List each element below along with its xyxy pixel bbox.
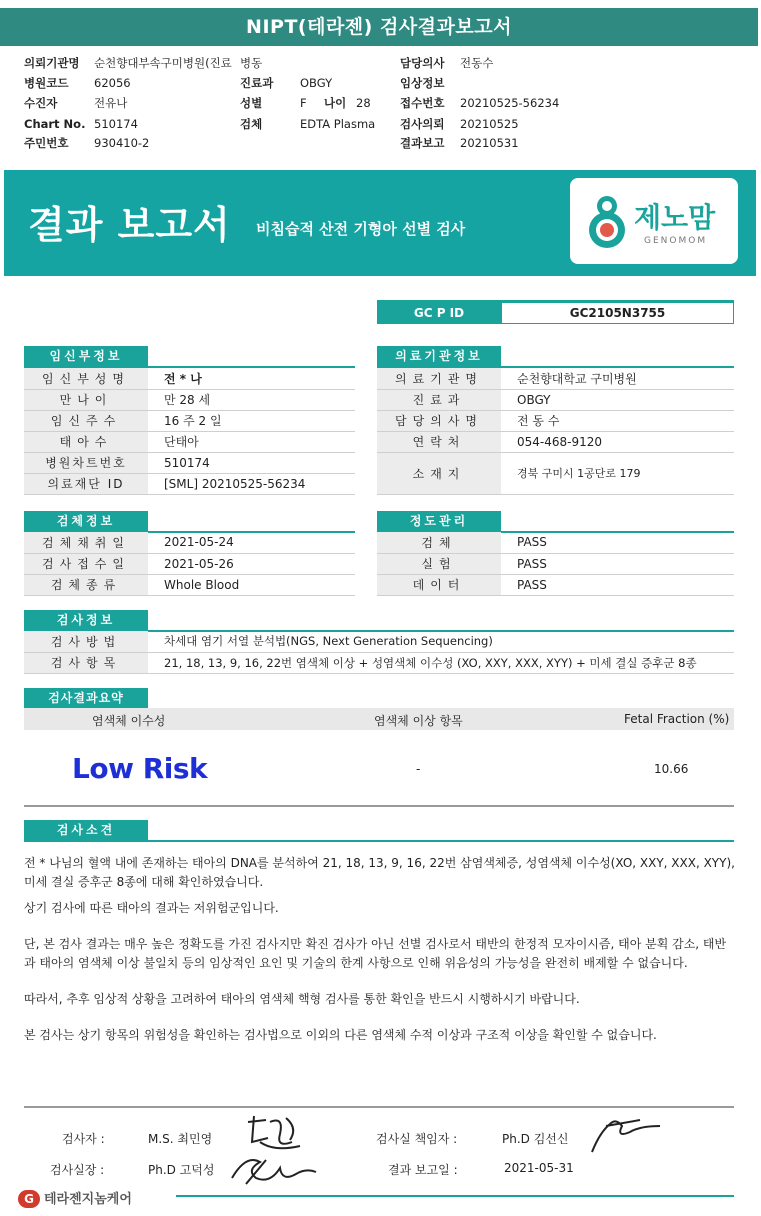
row-label: 의료재단 ID [24, 473, 148, 494]
header-field [400, 135, 519, 151]
row-value: 2021-05-26 [148, 553, 355, 574]
section-opinion: 검사소견 [24, 820, 148, 840]
table-row [377, 368, 734, 389]
responsible-name: Ph.D 김선신 [502, 1132, 569, 1146]
header-field-label: 나이 [324, 96, 347, 110]
company-logo [18, 1188, 132, 1208]
row-value: PASS [501, 553, 734, 574]
header-field-value: 전유나 [94, 96, 128, 110]
table-row [24, 553, 355, 574]
header-field [400, 55, 494, 71]
header-field-label: 의뢰기관명 [24, 56, 80, 70]
header-field-value: 병동 [240, 56, 263, 70]
banner-subtitle: 비침습적 산전 기형아 선별 검사 [256, 220, 466, 238]
row-value: 차세대 염기 서열 분석법(NGS, Next Generation Sequencing) [148, 631, 734, 652]
row-label: 의료기관명 [377, 368, 501, 389]
header-field-value: 510174 [94, 117, 138, 131]
row-value: 전 동 수 [501, 410, 734, 431]
risk-result: Low Risk [72, 752, 208, 785]
header-field-value: 20210525 [460, 117, 519, 131]
opinion-paragraph: 전 * 나님의 혈액 내에 존재하는 태아의 DNA를 분석하여 21, 18, 13, 9, 16, 22번 삼염색체증, 성염색체 이수성(XO, XXY, XXX, XYY), 미세 결실 증후군 8종에 대해 확인하였습니다. [24, 856, 735, 889]
theragen-logo-icon: G [18, 1190, 40, 1208]
row-label: 소재지 [377, 452, 501, 494]
table-row [24, 652, 734, 673]
header-field-value: 28 [356, 96, 371, 110]
header-field [24, 116, 138, 132]
table-row [24, 452, 355, 473]
header-field [240, 116, 376, 132]
table-row [377, 532, 734, 553]
row-label: 검사항목 [24, 652, 148, 673]
row-label: 연락처 [377, 431, 501, 452]
header-field-value: F [300, 96, 307, 110]
opinion-paragraph: 상기 검사에 따른 태아의 결과는 저위험군입니다. [24, 901, 279, 915]
header-field [24, 95, 128, 111]
summary-col-ff: Fetal Fraction (%) [624, 712, 730, 726]
section-qc: 정도관리 [377, 511, 501, 531]
table-row [24, 389, 355, 410]
row-label: 태아수 [24, 431, 148, 452]
header-field-label: 성별 [240, 96, 263, 110]
tester-label: 검사자 : [62, 1132, 105, 1146]
row-value: 단태아 [148, 431, 355, 452]
table-row [24, 532, 355, 553]
summary-col-abnormal: 염색체 이상 항목 [374, 714, 463, 728]
section-institution: 의료기관정보 [377, 346, 501, 366]
genomom-logo-icon [584, 192, 630, 252]
section-summary: 검사결과요약 [24, 688, 148, 708]
header-field-value: OBGY [300, 76, 333, 90]
row-label: 검사접수일 [24, 553, 148, 574]
test-table [24, 631, 734, 674]
header-field-label: Chart No. [24, 117, 86, 131]
summary-col-aneuploidy: 염색체 이수성 [92, 714, 166, 728]
row-value: 054-468-9120 [501, 431, 734, 452]
divider [24, 805, 734, 807]
header-field-label: 담당의사 [400, 56, 445, 70]
result-banner [4, 170, 756, 276]
table-row [24, 368, 355, 389]
header-field-label: 수진자 [24, 96, 58, 110]
table-row [377, 553, 734, 574]
logo-text: 제노맘 [634, 201, 716, 234]
header-field-label: 임상정보 [400, 76, 445, 90]
responsible-label: 검사실 책임자 : [376, 1132, 458, 1146]
row-value: PASS [501, 532, 734, 553]
header-field-label: 접수번호 [400, 96, 445, 110]
row-label: 만나이 [24, 389, 148, 410]
row-label: 검체채취일 [24, 532, 148, 553]
table-row [377, 452, 734, 494]
row-value: 만 28 세 [148, 389, 355, 410]
header-field-value: EDTA Plasma [300, 117, 376, 131]
row-label: 검체종류 [24, 574, 148, 595]
row-label: 데이터 [377, 574, 501, 595]
banner-title: 결과 보고서 [28, 203, 231, 247]
section-pregnancy: 임신부정보 [24, 346, 148, 366]
opinion-paragraph: 단, 본 검사 결과는 매우 높은 정확도를 가진 검사지만 확진 검사가 아닌 선별 검사로서 태반의 한정적 모자이시즘, 태아 분획 감소, 태반과 태아의 염색체 이상 불일치 등의 임상적인 요인 및 기술의 한계 사항으로 인해 위음성의 가능성을 완전히 배제할 수 없습니다. [24, 937, 727, 970]
header-field [400, 75, 444, 91]
section-test: 검사정보 [24, 610, 148, 630]
row-value: [SML] 20210525-56234 [148, 473, 355, 494]
row-label: 실험 [377, 553, 501, 574]
header-field [400, 116, 519, 132]
row-value: 2021-05-24 [148, 532, 355, 553]
header-field-value: 순천향대부속구미병원(진료 [94, 56, 232, 70]
report-date-label: 결과 보고일 : [388, 1163, 458, 1177]
row-value: Whole Blood [148, 574, 355, 595]
row-value: 21, 18, 13, 9, 16, 22번 염색체 이상 + 성염색체 이수성 (XO, XXY, XXX, XYY) + 미세 결실 증후군 8종 [148, 652, 734, 673]
row-label: 검사방법 [24, 631, 148, 652]
table-row [377, 410, 734, 431]
qc-table [377, 532, 734, 596]
table-row [24, 431, 355, 452]
table-row [377, 574, 734, 595]
table-row [24, 631, 734, 652]
header-field-label: 주민번호 [24, 136, 69, 150]
header-field [324, 95, 371, 111]
specimen-table [24, 532, 355, 596]
gc-pid-box [377, 302, 734, 324]
institution-table [377, 368, 734, 495]
header-field [400, 95, 560, 111]
gc-pid-label: GC P ID [377, 302, 501, 324]
divider [24, 1106, 734, 1108]
fetal-fraction-value: 10.66 [654, 762, 689, 776]
lab-head-name: Ph.D 고덕성 [148, 1163, 215, 1177]
footer-divider [176, 1195, 734, 1197]
header-field [240, 75, 333, 91]
opinion-paragraph: 따라서, 추후 임상적 상황을 고려하여 태아의 염색체 핵형 검사를 통한 확인을 반드시 시행하시기 바랍니다. [24, 992, 580, 1006]
table-row [24, 574, 355, 595]
header-field-label: 결과보고 [400, 136, 445, 150]
table-row [377, 431, 734, 452]
row-label: 담당의사명 [377, 410, 501, 431]
row-value: OBGY [501, 389, 734, 410]
genomom-logo [570, 178, 738, 264]
header-field [240, 95, 307, 111]
header-field-label: 검사의뢰 [400, 117, 445, 131]
row-value: 16 주 2 일 [148, 410, 355, 431]
row-value: 전 * 나 [148, 368, 355, 389]
row-value: 순천향대학교 구미병원 [501, 368, 734, 389]
header-field-value: 62056 [94, 76, 131, 90]
row-label: 임신부성명 [24, 368, 148, 389]
logo-subtext: GENOMOM [644, 236, 708, 246]
row-label: 병원차트번호 [24, 452, 148, 473]
row-label: 진료과 [377, 389, 501, 410]
gc-pid-value: GC2105N3755 [501, 302, 734, 324]
divider [24, 840, 734, 842]
row-label: 임신주수 [24, 410, 148, 431]
header-field-value: 20210525-56234 [460, 96, 560, 110]
header-field-label: 검체 [240, 117, 263, 131]
header-field [24, 75, 131, 91]
table-row [24, 410, 355, 431]
table-row [24, 473, 355, 494]
company-name: 테라젠지놈케어 [44, 1192, 132, 1207]
row-value: 경북 구미시 1공단로 179 [501, 452, 734, 494]
table-row [377, 389, 734, 410]
abnormal-items-value: - [416, 762, 421, 776]
header-field-value: 전동수 [460, 56, 494, 70]
row-value: 510174 [148, 452, 355, 473]
lab-head-label: 검사실장 : [50, 1163, 105, 1177]
header-field [24, 55, 232, 71]
tester-name: M.S. 최민영 [148, 1132, 213, 1146]
summary-header [24, 708, 734, 730]
row-label: 검체 [377, 532, 501, 553]
header-field-label: 진료과 [240, 76, 274, 90]
section-specimen: 검체정보 [24, 511, 148, 531]
responsible-signature [586, 1112, 666, 1156]
report-date-value: 2021-05-31 [504, 1161, 574, 1175]
opinion-paragraph: 본 검사는 상기 항목의 위험성을 확인하는 검사법으로 이외의 다른 염색체 수적 이상과 구조적 이상을 확인할 수 없습니다. [24, 1028, 657, 1042]
header-field-value: 930410-2 [94, 136, 150, 150]
header-field-value: 20210531 [460, 136, 519, 150]
pregnancy-table [24, 368, 355, 495]
lab-head-signature [226, 1148, 322, 1190]
row-value: PASS [501, 574, 734, 595]
header-field-label: 병원코드 [24, 76, 69, 90]
report-title: NIPT(테라젠) 검사결과보고서 [0, 8, 758, 46]
header-field [24, 135, 150, 151]
